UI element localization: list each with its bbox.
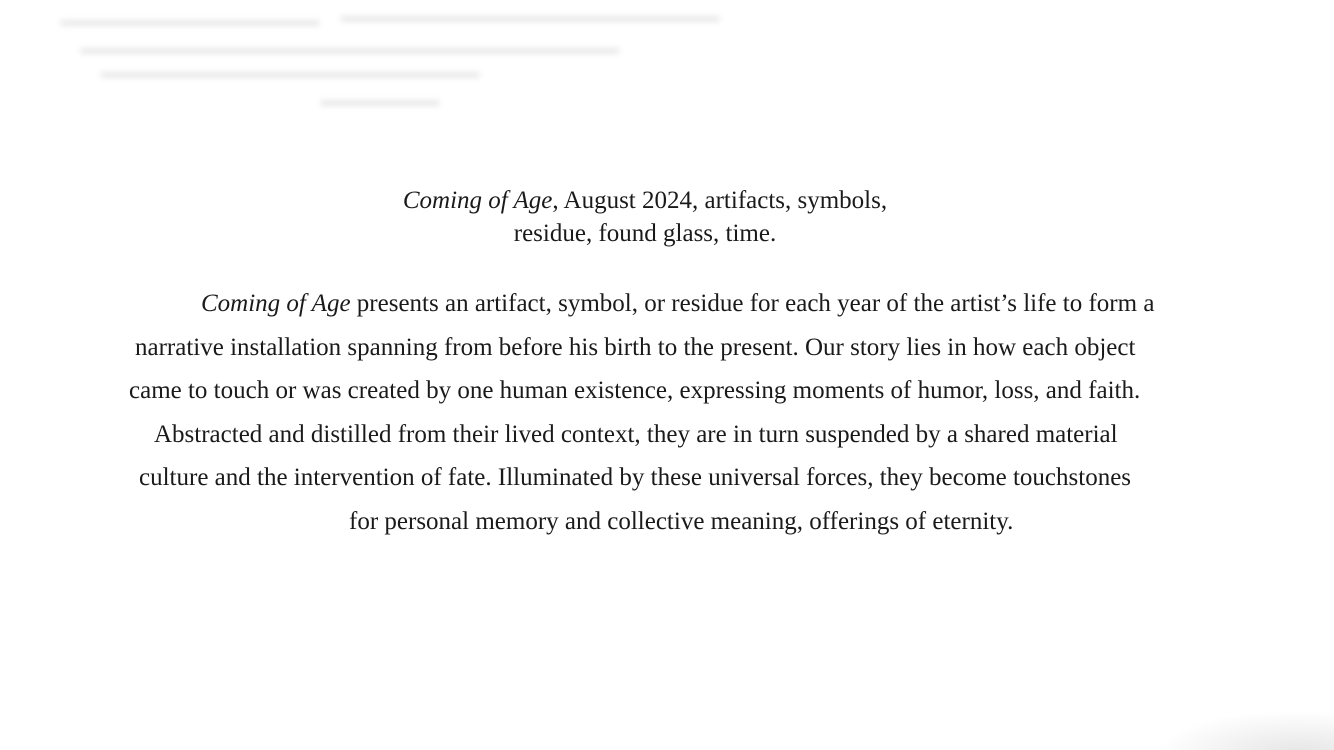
caption-title: Coming of Age bbox=[402, 187, 553, 214]
bleed-through-ghost bbox=[40, 8, 760, 118]
statement-lead-title: Coming of Age bbox=[201, 290, 351, 317]
caption-line-2: residue, found glass, time. bbox=[513, 220, 777, 247]
caption-details: , August 2024, artifacts, symbols, bbox=[552, 187, 888, 214]
statement-line-3: came to touch or was created by one human existence, expressing moments of humor, loss, and faith. bbox=[129, 377, 1141, 405]
caption-line-1 bbox=[0, 184, 1290, 217]
statement-line-4: Abstracted and distilled from their lived context, they are in turn suspended by a shared material bbox=[154, 420, 1118, 448]
corner-shadow bbox=[1154, 710, 1334, 750]
statement-line-2: narrative installation spanning from before his birth to the present. Our story lies in how each object bbox=[135, 333, 1136, 361]
statement-line-6: for personal memory and collective meaning, offerings of eternity. bbox=[349, 507, 1014, 535]
statement-line-5: culture and the intervention of fate. Illuminated by these universal forces, they become touchstones bbox=[139, 464, 1132, 492]
work-caption bbox=[0, 184, 1290, 250]
artist-statement bbox=[0, 282, 1334, 544]
statement-line-1-text: presents an artifact, symbol, or residue for each year of the artist’s life to form a bbox=[350, 290, 1155, 317]
statement-line-1 bbox=[201, 282, 1334, 326]
